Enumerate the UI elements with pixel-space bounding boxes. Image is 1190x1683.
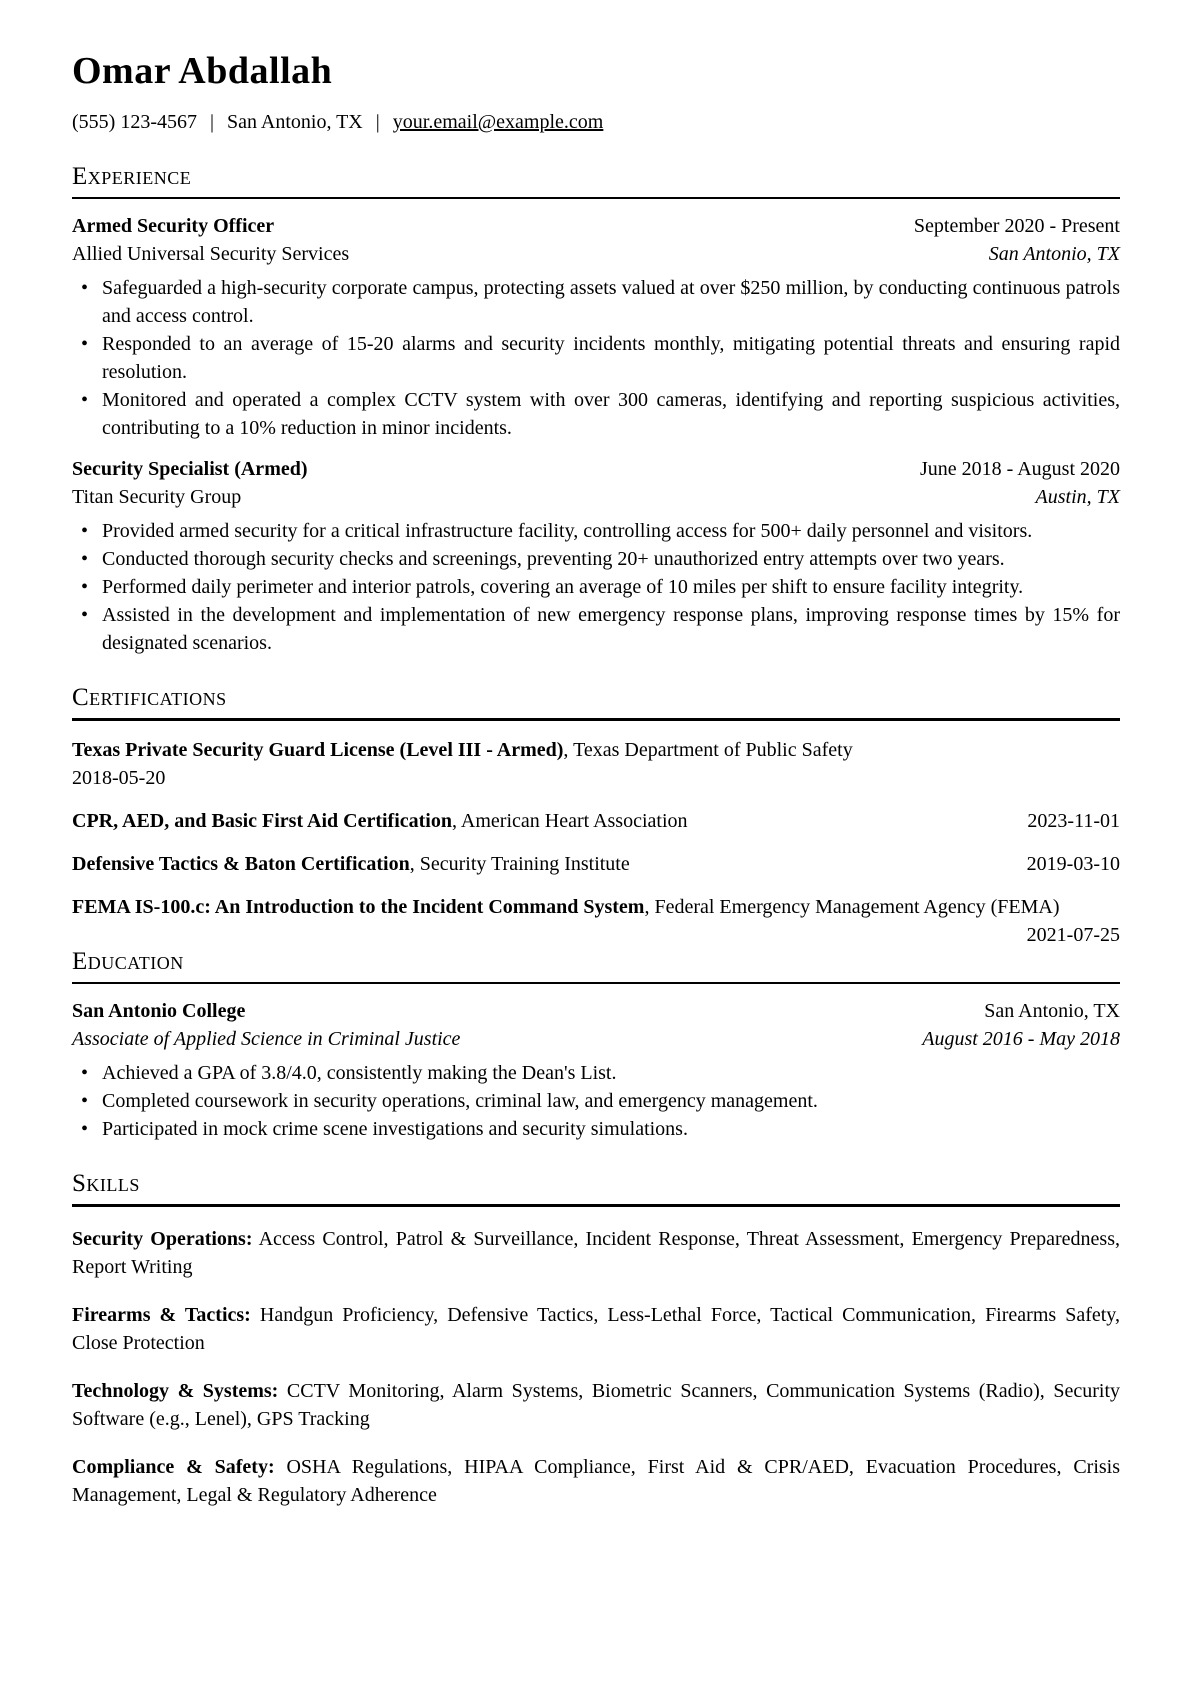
bullet-icon: • <box>81 1118 89 1141</box>
bullet-item <box>72 330 1120 386</box>
section-divider <box>72 1204 1120 1206</box>
bullet-text: Provided armed security for a critical infrastructure facility, controlling access for 500+ daily personnel and visitors. <box>102 520 1033 543</box>
bullet-icon: • <box>81 277 89 300</box>
cert-separator: , <box>409 852 415 875</box>
cert-issuer: Security Training Institute <box>419 852 630 875</box>
section-divider <box>72 718 1120 720</box>
bullet-text: Achieved a GPA of 3.8/4.0, consistently making the Dean's List. <box>102 1062 617 1085</box>
bullet-text: Performed daily perimeter and interior patrols, covering an average of 10 miles per shift to ensure facility integrity. <box>102 576 1024 599</box>
bullet-icon: • <box>81 576 89 599</box>
school-name: San Antonio College <box>72 1000 246 1023</box>
degree: Associate of Applied Science in Criminal Justice <box>72 1028 461 1051</box>
bullet-icon: • <box>81 604 89 627</box>
section-divider <box>72 982 1120 984</box>
cert-title: Defensive Tactics & Baton Certification <box>72 852 410 875</box>
contact-separator: | <box>375 111 380 133</box>
skill-group <box>72 1453 1120 1509</box>
skill-category: Security Operations: <box>72 1227 253 1250</box>
bullet-text: Completed coursework in security operations, criminal law, and emergency management. <box>102 1090 818 1113</box>
bullet-text: Safeguarded a high-security corporate campus, protecting assets valued at over $250 million, by conducting continuous patrols and access control. <box>102 277 1120 328</box>
bullet-icon: • <box>81 548 89 571</box>
cert-date: 2021-07-25 <box>1026 923 1120 946</box>
job-dates: September 2020 - Present <box>913 215 1120 238</box>
bullet-item <box>72 573 1120 601</box>
person-name: Omar Abdallah <box>72 50 333 92</box>
cert-entry <box>72 807 1120 835</box>
bullet-item <box>72 601 1120 657</box>
section-education <box>72 947 1120 1143</box>
cert-title-line <box>72 736 1120 764</box>
job-title: Security Specialist (Armed) <box>72 458 308 481</box>
skill-group <box>72 1301 1120 1357</box>
job-title-row <box>72 455 1120 483</box>
bullet-icon: • <box>81 1062 89 1085</box>
bullet-text: Responded to an average of 15-20 alarms and security incidents monthly, mitigating potential threats and ensuring rapid resolution. <box>102 333 1120 384</box>
job-entry <box>72 455 1120 657</box>
skill-items: OSHA Regulations, HIPAA Compliance, First Aid & CPR/AED, Evacuation Procedures, Crisis Management, Legal & Regulatory Adherence <box>72 1455 1121 1506</box>
skills-heading: Skills <box>72 1170 140 1198</box>
job-dates: June 2018 - August 2020 <box>920 458 1120 481</box>
bullet-item <box>72 1115 1120 1143</box>
bullet-text: Assisted in the development and implementation of new emergency response plans, improving response times by 15% for designated scenarios. <box>102 604 1120 655</box>
email-link[interactable]: your.email@example.com <box>392 111 604 133</box>
job-location: Austin, TX <box>1035 486 1120 509</box>
cert-date: 2018-05-20 <box>72 766 166 789</box>
bullet-item <box>72 386 1120 442</box>
resume-header <box>72 50 1120 136</box>
contact-location: San Antonio, TX <box>227 111 363 133</box>
cert-date: 2019-03-10 <box>1026 852 1120 875</box>
bullet-item <box>72 1087 1120 1115</box>
bullet-item <box>72 274 1120 330</box>
bullet-icon: • <box>81 333 89 356</box>
cert-separator: , <box>452 809 457 832</box>
education-heading: Education <box>72 947 184 975</box>
cert-issuer: Texas Department of Public Safety <box>573 738 853 761</box>
cert-entry <box>72 850 1120 878</box>
bullet-list <box>72 1059 1120 1143</box>
section-divider <box>72 197 1120 199</box>
job-entry <box>72 212 1120 442</box>
bullet-icon: • <box>81 1090 89 1113</box>
bullet-icon: • <box>81 520 89 543</box>
job-location: San Antonio, TX <box>988 243 1120 266</box>
school-title-row <box>72 997 1120 1025</box>
skill-category: Firearms & Tactics: <box>72 1303 251 1326</box>
cert-separator: , <box>644 895 650 918</box>
cert-entry <box>72 736 1120 792</box>
cert-entry <box>72 893 1120 946</box>
skill-items: Access Control, Patrol & Surveillance, Incident Response, Threat Assessment, Emergency Preparedness, Report Writing <box>72 1227 1120 1278</box>
skill-group <box>72 1377 1120 1433</box>
cert-title: FEMA IS-100.c: An Introduction to the Incident Command System <box>72 895 645 918</box>
bullet-list <box>72 517 1120 657</box>
skill-category: Technology & Systems: <box>72 1379 279 1402</box>
section-certifications <box>72 683 1120 946</box>
cert-issuer: Federal Emergency Management Agency (FEMA) <box>654 895 1060 918</box>
school-entry <box>72 997 1120 1143</box>
skill-category: Compliance & Safety: <box>72 1455 275 1478</box>
cert-separator: , <box>563 738 569 761</box>
section-experience <box>72 162 1120 657</box>
bullet-item <box>72 545 1120 573</box>
job-company: Titan Security Group <box>72 486 242 509</box>
cert-issuer: American Heart Association <box>460 809 688 832</box>
job-company-row <box>72 483 1120 511</box>
school-location: San Antonio, TX <box>984 1000 1120 1023</box>
job-company: Allied Universal Security Services <box>72 243 350 266</box>
bullet-text: Participated in mock crime scene investigations and security simulations. <box>102 1118 688 1141</box>
contact-line <box>72 108 1120 136</box>
bullet-text: Monitored and operated a complex CCTV system with over 300 cameras, identifying and reporting suspicious activities, contributing to a 10% reduction in minor incidents. <box>102 389 1120 440</box>
bullet-text: Conducted thorough security checks and screenings, preventing 20+ unauthorized entry attempts over two years. <box>102 548 1005 571</box>
bullet-list <box>72 274 1120 442</box>
bullet-item <box>72 517 1120 545</box>
job-company-row <box>72 240 1120 268</box>
phone-number: (555) 123-4567 <box>72 111 197 133</box>
school-degree-row <box>72 1025 1120 1053</box>
skill-group <box>72 1225 1120 1281</box>
skill-items: CCTV Monitoring, Alarm Systems, Biometric Scanners, Communication Systems (Radio), Security Software (e.g., Lenel), GPS Tracking <box>72 1379 1120 1430</box>
job-title: Armed Security Officer <box>72 215 275 238</box>
bullet-icon: • <box>81 389 89 412</box>
skill-items: Handgun Proficiency, Defensive Tactics, Less-Lethal Force, Tactical Communication, Firearms Safety, Close Protection <box>72 1303 1121 1354</box>
cert-date: 2023-11-01 <box>1027 809 1120 832</box>
experience-heading: Experience <box>72 163 192 190</box>
bullet-item <box>72 1059 1120 1087</box>
certifications-heading: Certifications <box>72 684 227 712</box>
job-title-row <box>72 212 1120 240</box>
cert-title: CPR, AED, and Basic First Aid Certification <box>72 809 452 832</box>
contact-separator: | <box>209 111 214 133</box>
section-skills <box>72 1169 1120 1508</box>
school-dates: August 2016 - May 2018 <box>922 1028 1120 1051</box>
cert-title: Texas Private Security Guard License (Level III - Armed) <box>72 738 564 761</box>
